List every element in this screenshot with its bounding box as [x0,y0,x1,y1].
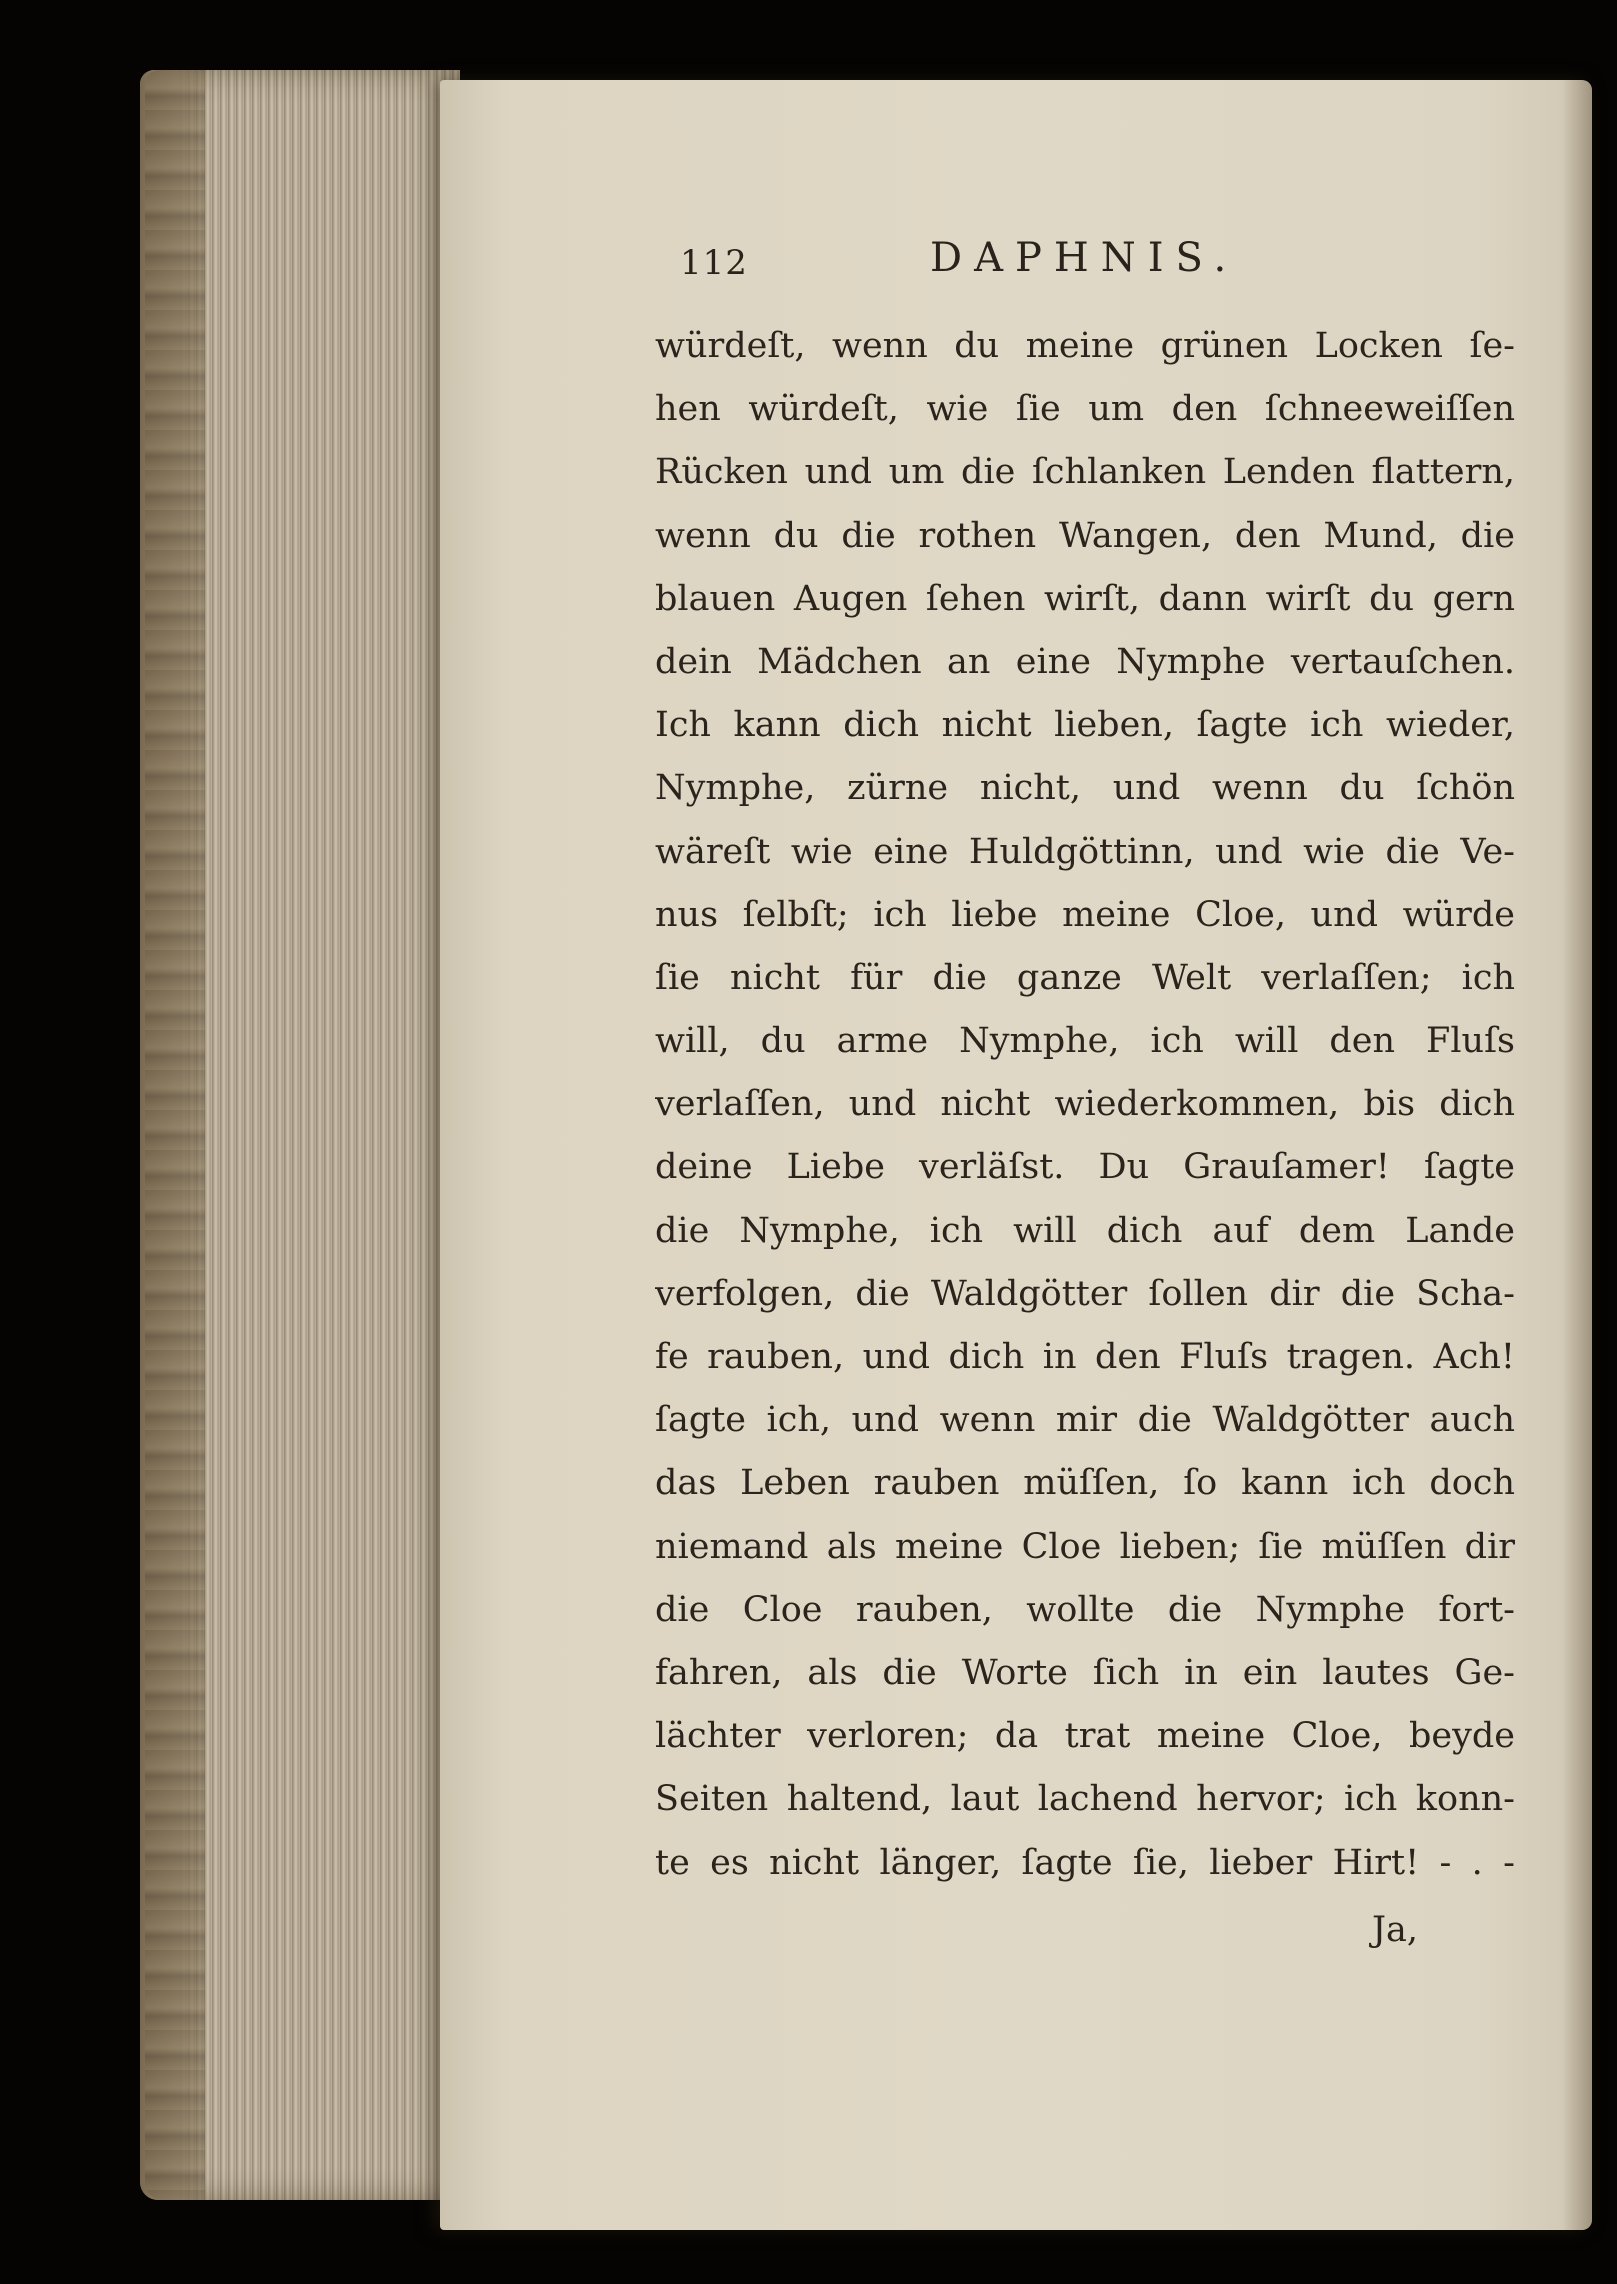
text-line: fahren, als die Worte ſich in ein lautes Ge- [655,1652,1515,1693]
text-line: te es nicht länger, ſagte ſie, lieber Hirt! - . - [655,1842,1515,1883]
text-line: verlaſſen, und nicht wiederkommen, bis dich [655,1084,1515,1125]
text-line: die Nymphe, ich will dich auf dem Lande [655,1210,1515,1251]
body-text [655,315,1515,1895]
text-line: Ich kann dich nicht lieben, ſagte ich wieder, [655,705,1515,746]
text-line: niemand als meine Cloe lieben; ſie müſſen dir [655,1526,1515,1567]
text-line: Rücken und um die ſchlanken Lenden flattern, [655,452,1515,493]
running-head [680,235,1280,295]
text-line: lächter verloren; da trat meine Cloe, beyde [655,1716,1515,1757]
text-line: die Cloe rauben, wollte die Nymphe fort- [655,1589,1515,1630]
text-line: will, du arme Nymphe, ich will den Fluſs [655,1021,1515,1062]
text-line: dein Mädchen an eine Nymphe vertauſchen. [655,641,1515,682]
book-spine-edge [145,70,205,2200]
text-line: Nymphe, zürne nicht, und wenn du ſchön [655,768,1515,809]
page-number: 112 [680,243,748,283]
text-line: deine Liebe verläſst. Du Grauſamer! ſagte [655,1147,1515,1188]
text-line: fe rauben, und dich in den Fluſs tragen. Ach! [655,1337,1515,1377]
running-title: DAPHNIS. [930,235,1239,281]
text-line: wenn du die rothen Wangen, den Mund, die [655,515,1515,556]
text-line: ſagte ich, und wenn mir die Waldgötter auch [655,1400,1515,1441]
text-line: würdeſt, wenn du meine grünen Locken ſe- [655,326,1515,366]
text-line: blauen Augen ſehen wirſt, dann wirſt du gern [655,578,1515,619]
text-line: Seiten haltend, laut lachend hervor; ich konn- [655,1779,1515,1820]
text-line: hen würdeſt, wie ſie um den ſchneeweiſſen [655,389,1515,430]
text-line: ſie nicht für die ganze Welt verlaſſen; ich [655,957,1515,998]
text-line: nus ſelbſt; ich liebe meine Cloe, und würde [655,894,1515,935]
text-line: wäreſt wie eine Huldgöttinn, und wie die Ve- [655,831,1515,872]
text-line: das Leben rauben müſſen, ſo kann ich doch [655,1463,1515,1504]
catchword: Ja, [1372,1910,1419,1950]
text-line: verfolgen, die Waldgötter ſollen dir die Scha- [655,1273,1515,1314]
